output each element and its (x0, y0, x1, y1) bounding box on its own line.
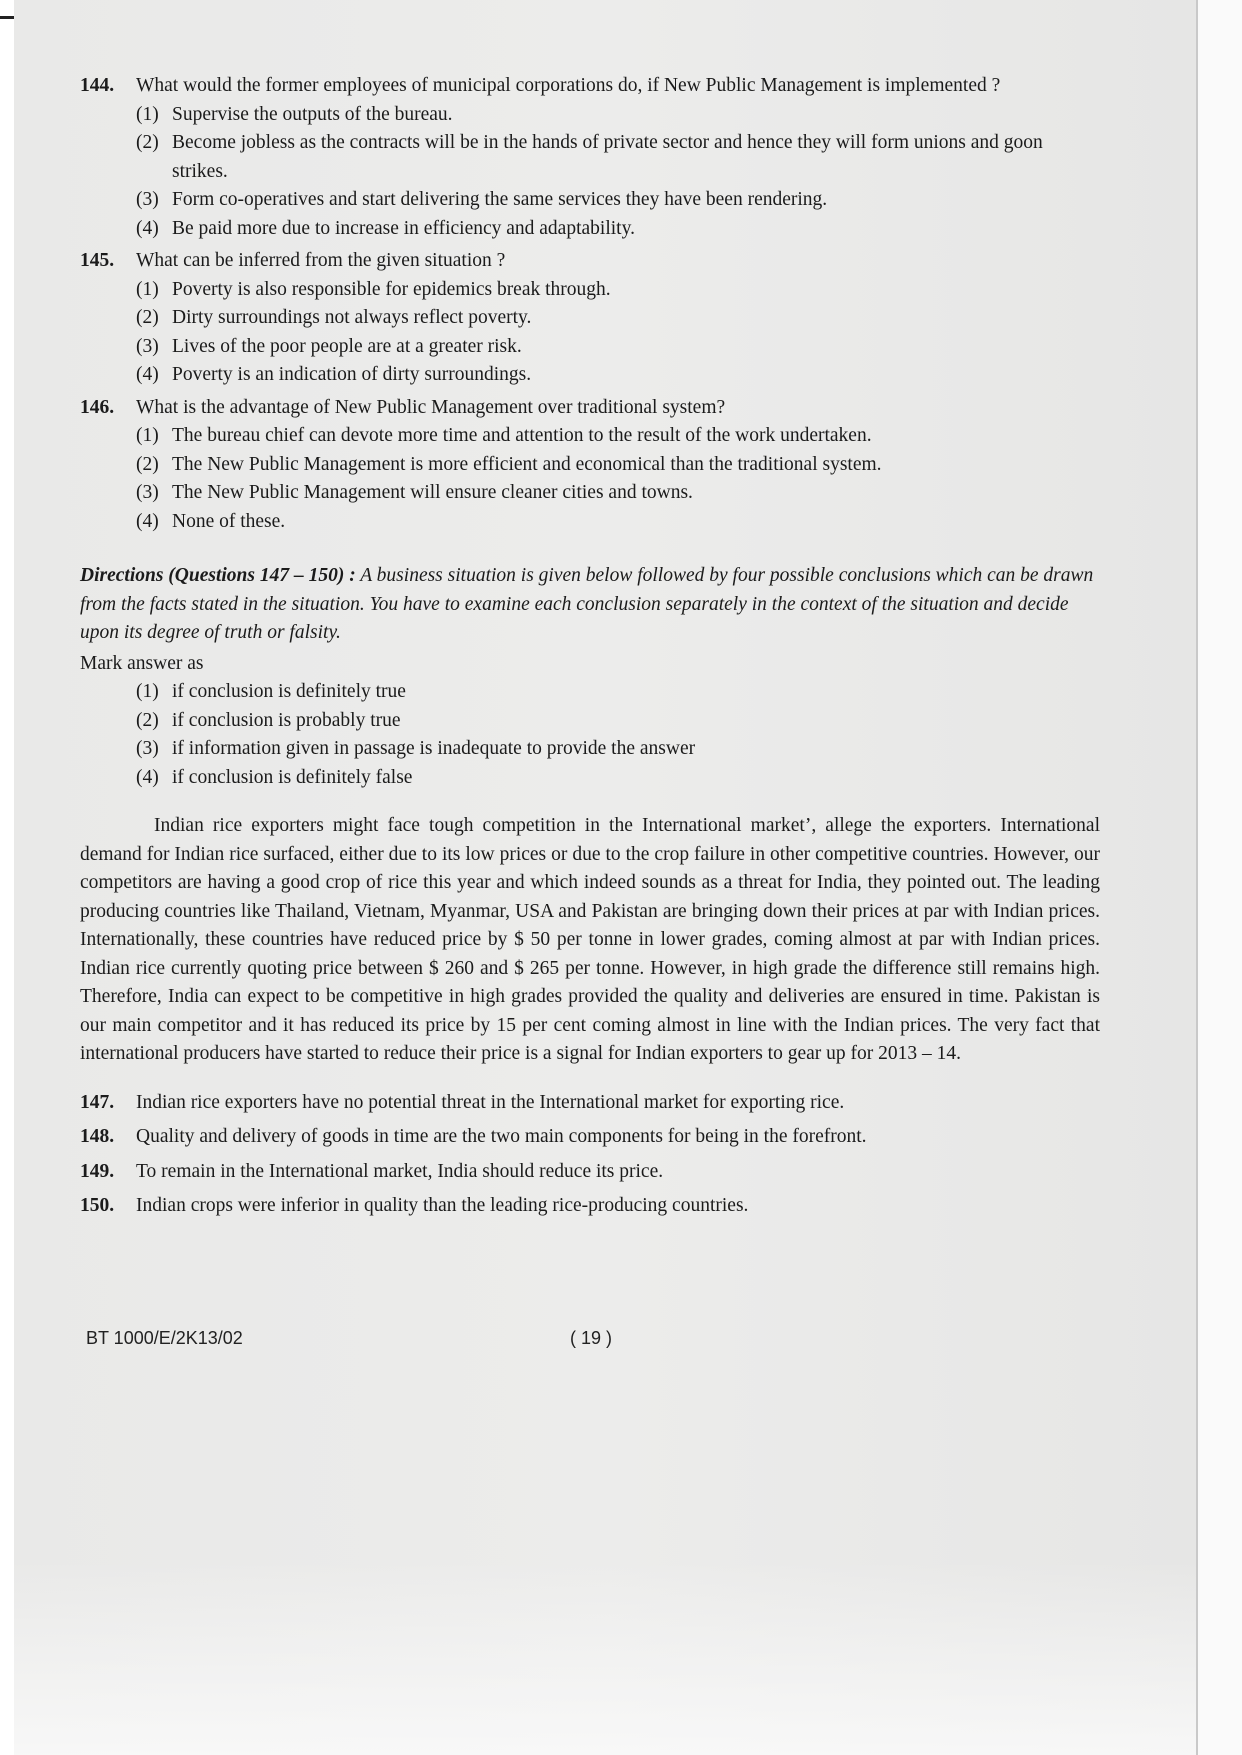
option-text: Be paid more due to increase in efficiency and adaptability. (172, 217, 635, 239)
option-number: (3) (136, 335, 159, 357)
option-number: (2) (136, 307, 159, 328)
option-text: The New Public Management is more efficient and economical than the traditional system. (172, 453, 882, 475)
conclusion-150 (80, 1192, 1100, 1221)
statement-number: 148. (80, 1126, 115, 1147)
question-144 (80, 72, 1100, 243)
option-number: (2) (136, 453, 159, 475)
option-number: (1) (136, 425, 159, 446)
mark-option-item (136, 735, 1100, 764)
option-item (136, 479, 1100, 508)
question-text: What can be inferred from the given situation ? (136, 250, 506, 271)
question-146 (80, 394, 1100, 537)
option-text: The bureau chief can devote more time and attention to the result of the work undertaken. (172, 425, 872, 446)
option-list (136, 422, 1100, 536)
question-number: 146. (80, 396, 115, 418)
statement-text: Indian crops were inferior in quality than the leading rice-producing countries. (136, 1195, 749, 1216)
option-text: Become jobless as the contracts will be in the hands of private sector and hence they will form unions and goon strikes. (172, 132, 1043, 182)
option-item (136, 422, 1100, 451)
conclusion-149 (80, 1158, 1100, 1187)
option-number: (1) (136, 681, 159, 702)
question-number: 144. (80, 75, 115, 96)
booklet-code: BT 1000/E/2K13/02 (86, 1328, 243, 1348)
option-text: Poverty is also responsible for epidemics break through. (172, 278, 611, 300)
directions-block (80, 562, 1100, 648)
statement-text: To remain in the International market, India should reduce its price. (136, 1160, 664, 1182)
scan-margin (1198, 0, 1242, 1755)
option-number: (4) (136, 766, 159, 788)
question-text: What would the former employees of municipal corporations do, if New Public Management is implemented ? (136, 75, 1001, 96)
page-number: ( 19 ) (570, 1328, 613, 1348)
option-list (136, 101, 1100, 244)
paper-bottom-fade (14, 1560, 1202, 1755)
question-number: 145. (80, 250, 115, 271)
option-text: The New Public Management will ensure cleaner cities and towns. (172, 482, 693, 503)
directions-heading: Directions (Questions 147 – 150) : (80, 565, 356, 586)
option-number: (3) (136, 482, 159, 503)
directions-body: A business situation is given below followed by four possible conclusions which can be drawn from the facts stated in the situation. You have to examine each conclusion separately in the context of the situation and decide upon its degree of truth or falsity. (80, 565, 1094, 643)
option-text: Supervise the outputs of the bureau. (172, 103, 453, 125)
option-number: (1) (136, 278, 159, 300)
mark-option-item (136, 764, 1100, 793)
option-number: (3) (136, 738, 159, 759)
statement-number: 147. (80, 1091, 115, 1113)
option-item (136, 101, 1100, 130)
conclusion-147 (80, 1089, 1100, 1118)
option-item (136, 129, 1100, 186)
business-situation-passage: Indian rice exporters might face tough competition in the International market’, allege the exporters. International demand for Indian rice surfaced, either due to its low prices or due to the crop failure in other competitive countries. However, our competitors are having a good crop of rice this year and which indeed sounds as a threat for India, they pointed out. The leading producing countries like Thailand, Vietnam, Myanmar, USA and Pakistan are bringing down their prices at par with Indian prices. Internationally, these countries have reduced price by $ 50 per tonne in lower grades, coming almost at par with Indian prices. Indian rice currently quoting price between $ 260 and $ 265 per tonne. However, in high grade the difference still remains high. Therefore, India can expect to be competitive in high grades provided the quality and deliveries are ensured in time. Pakistan is our main competitor and it has reduced its price by 15 per cent coming almost in line with the Indian prices. The very fact that international producers have started to reduce their price is a signal for Indian exporters to gear up for 2013 – 14. (80, 815, 1100, 1064)
statement-text: Quality and delivery of goods in time are the two main components for being in the forefront. (136, 1126, 867, 1147)
question-text: What is the advantage of New Public Management over traditional system? (136, 396, 726, 418)
mark-option-item (136, 707, 1100, 736)
mark-option-item (136, 678, 1100, 707)
option-number: (3) (136, 189, 159, 210)
conclusion-148 (80, 1123, 1100, 1152)
option-text: Form co-operatives and start delivering the same services they have been rendering. (172, 189, 828, 210)
option-number: (4) (136, 217, 159, 239)
option-number: (2) (136, 709, 159, 731)
option-item (136, 508, 1100, 537)
option-number: (4) (136, 364, 159, 385)
option-text: Dirty surroundings not always reflect poverty. (172, 307, 532, 328)
option-text: Poverty is an indication of dirty surroundings. (172, 364, 532, 385)
option-item (136, 451, 1100, 480)
corner-mark (0, 16, 14, 19)
option-number: (2) (136, 132, 159, 153)
option-text: Lives of the poor people are at a greater risk. (172, 335, 522, 357)
statement-text: Indian rice exporters have no potential threat in the International market for exporting rice. (136, 1091, 845, 1113)
option-item (136, 361, 1100, 390)
option-text: if conclusion is definitely false (172, 766, 413, 788)
option-number: (4) (136, 510, 159, 532)
option-number: (1) (136, 103, 159, 125)
mark-answer-options (136, 678, 1100, 792)
option-item (136, 333, 1100, 362)
option-text: if conclusion is probably true (172, 709, 401, 731)
statement-number: 150. (80, 1195, 115, 1216)
option-list (136, 276, 1100, 390)
option-item (136, 215, 1100, 244)
option-item (136, 186, 1100, 215)
option-item (136, 304, 1100, 333)
option-text: if conclusion is definitely true (172, 681, 406, 702)
question-145 (80, 247, 1100, 390)
mark-answer-intro: Mark answer as (80, 652, 204, 674)
conclusion-list (80, 1089, 1100, 1221)
statement-number: 149. (80, 1160, 115, 1182)
option-text: None of these. (172, 510, 286, 532)
page-content (80, 72, 1100, 1227)
option-text: if information given in passage is inadequate to provide the answer (172, 738, 696, 759)
option-item (136, 276, 1100, 305)
